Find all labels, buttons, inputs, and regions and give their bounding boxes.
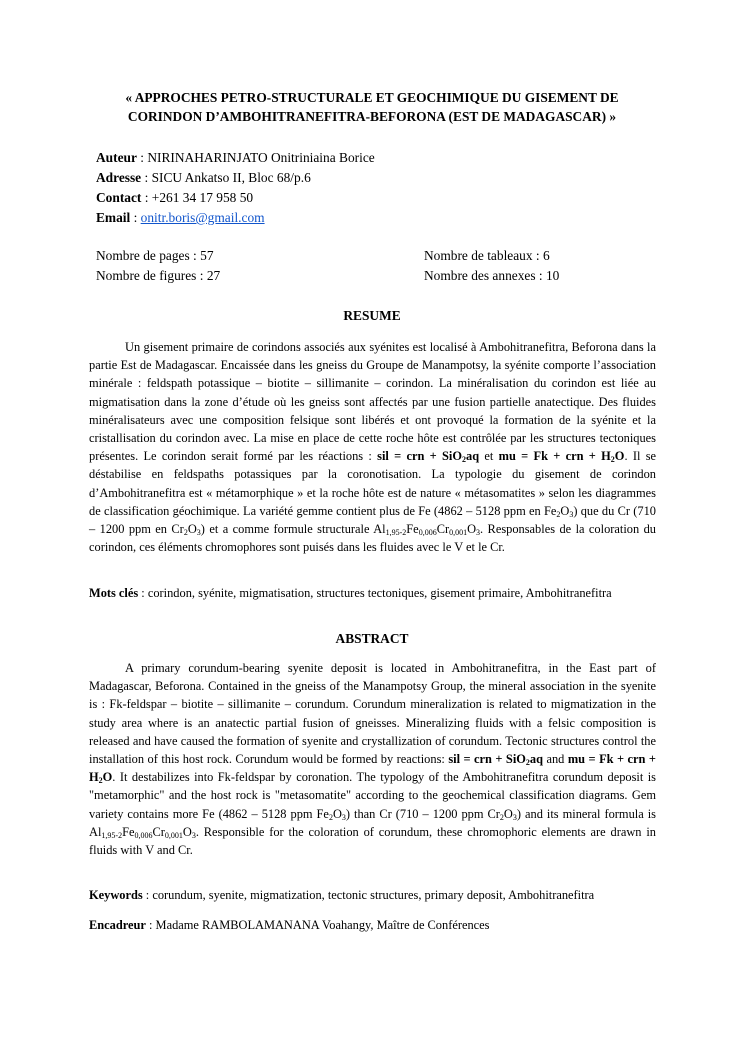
resume-text-2: . Il se déstabilise en feldspaths potassiques par la coronotisation. La typologie du gisement de corindon d’Ambohitranefitra est « métamorphique » et la roche hôte est de nature « métasomatites » selon les diagrammes de classification géochimique. La variété gemme contient plus de Fe (4862 – 5128 ppm en Fe <box>89 449 657 518</box>
abstract-reaction-2a: mu = Fk + crn + H <box>89 752 656 785</box>
contact-separator: : <box>141 190 152 205</box>
abstract-o3: O <box>182 824 192 839</box>
contact-row <box>96 188 656 208</box>
abstract-fe: Fe <box>122 824 135 839</box>
meta-left <box>96 246 220 286</box>
abstract-text-1: A primary corundum-bearing syenite deposit is located in Ambohitranefitra, in the East part of Madagascar, Beforona. Contained in the gneiss of the Manampotsy Group, the mineral association in the syenite is : Fk-feldspar – biotite – sillimanite – corundum. Corundum mineralization is related to migmatization in the study area where is an anatectic partial fusion of gneisses. Mineralizing fluids with a felsic composition is released and have caused the formation of syenite and crystallization of corundum. Tectonic structures control the installation of this host rock. Corundum would be formed by reactions: <box>89 661 656 767</box>
sub-fe: 0,006 <box>134 830 153 840</box>
mots-cles-value: : corindon, syénite, migmatisation, structures tectoniques, gisement primaire, Ambohitranefitra <box>138 586 612 600</box>
table-count: Nombre de tableaux : 6 <box>424 248 550 263</box>
sub-two: 2 <box>183 528 188 538</box>
abstract-reaction-1a: sil = crn + SiO <box>448 752 526 767</box>
abstract-reaction-1 <box>448 752 543 766</box>
sub-three: 3 <box>341 812 346 822</box>
resume-reaction-2 <box>499 449 625 463</box>
abstract-text-7: . Responsible for the coloration of corundum, these chromophoric elements are drawn in fluids with V and Cr. <box>89 824 656 858</box>
resume-o3: O <box>467 522 477 537</box>
sub-al: 1,95-2 <box>101 830 123 840</box>
abstract-and: and <box>543 752 568 767</box>
abstract-text-2: . It destabilizes into Fk-feldspar by coronation. The typology of the Ambohitranefitra corundum deposit is "metamorphic" and the host rock is "metasomatite" according to the geochemical classification diagrams. Gem variety contains more Fe (4862 – 5128 ppm Fe <box>89 770 656 821</box>
encadreur-value: : Madame RAMBOLAMANANA Voahangy, Maître de Conférences <box>145 918 490 932</box>
resume-text-6: ) et a comme formule structurale Al <box>200 522 386 537</box>
resume-heading: RESUME <box>343 308 401 323</box>
sub-cr: 0,001 <box>164 830 183 840</box>
sub-three: 3 <box>512 812 517 822</box>
resume-reaction-1 <box>377 449 479 463</box>
email-label: Email <box>96 210 131 225</box>
contact-label: Contact <box>96 190 142 205</box>
abstract-text-3: O <box>332 806 342 821</box>
sub-two: 2 <box>525 758 530 768</box>
sub-three: 3 <box>569 509 574 519</box>
resume-and: et <box>479 449 499 464</box>
figure-count: Nombre de figures : 27 <box>96 268 221 283</box>
resume-paragraph <box>89 338 656 556</box>
sub-two: 2 <box>328 812 333 822</box>
email-separator: : <box>130 210 141 225</box>
resume-reaction-2b: O <box>614 449 625 464</box>
author-value: NIRINAHARINJATO Onitriniaina Borice <box>147 150 375 165</box>
abstract-reaction-2b: O <box>102 770 113 785</box>
abstract-heading: ABSTRACT <box>335 631 409 646</box>
resume-text-7: . Responsables de la coloration du corindon, ces éléments chromophores sont puisés dans les fluides avec le V et le Cr. <box>89 522 656 555</box>
sub-al: 1,95-2 <box>385 528 407 538</box>
author-separator: : <box>136 150 148 165</box>
sub-two: 2 <box>462 455 467 465</box>
abstract-text-4: ) than Cr (710 – 1200 ppm Cr <box>345 806 500 821</box>
keywords <box>89 886 656 904</box>
resume-cr: Cr <box>436 522 450 537</box>
page-count: Nombre de pages : 57 <box>96 248 214 263</box>
document-title <box>88 88 656 126</box>
sub-cr: 0,001 <box>449 528 468 538</box>
resume-reaction-2a: mu = Fk + crn + H <box>498 449 611 464</box>
address-row <box>96 168 656 188</box>
encadreur <box>89 916 656 934</box>
abstract-cr: Cr <box>152 824 165 839</box>
resume-text-3: O <box>560 503 570 518</box>
mots-cles <box>89 584 656 602</box>
resume-reaction-1a: sil = crn + SiO <box>377 449 463 464</box>
keywords-label: Keywords <box>89 888 143 902</box>
address-value: SICU Ankatso II, Bloc 68/p.6 <box>151 170 311 185</box>
encadreur-label: Encadreur <box>89 918 146 932</box>
address-separator: : <box>141 170 152 185</box>
resume-text-4: ) que du Cr (710 – 1200 ppm en Cr <box>89 503 656 537</box>
sub-three: 3 <box>191 830 196 840</box>
email-link[interactable]: onitr.boris@gmail.com <box>140 210 265 225</box>
email-row <box>96 208 656 228</box>
abstract-text-5: O <box>503 806 513 821</box>
address-label: Adresse <box>96 170 142 185</box>
title-line-2: CORINDON D’AMBOHITRANEFITRA-BEFORONA (EST DE MADAGASCAR) » <box>127 109 617 124</box>
sub-two: 2 <box>610 455 615 465</box>
resume-text-5: O <box>187 522 197 537</box>
abstract-reaction-1b: aq <box>529 752 544 767</box>
sub-three: 3 <box>196 528 201 538</box>
resume-fe: Fe <box>406 522 419 537</box>
contact-value: +261 34 17 958 50 <box>151 190 254 205</box>
title-line-1: « APPROCHES PETRO-STRUCTURALE ET GEOCHIMIQUE DU GISEMENT DE <box>125 90 619 105</box>
author-label: Auteur <box>96 150 137 165</box>
annex-count: Nombre des annexes : 10 <box>424 268 560 283</box>
sub-two: 2 <box>556 509 561 519</box>
keywords-value: : corundum, syenite, migmatization, tectonic structures, primary deposit, Ambohitranefitra <box>142 888 595 902</box>
author-info <box>96 148 656 228</box>
sub-three: 3 <box>476 528 481 538</box>
author-row <box>96 148 656 168</box>
resume-text-1: Un gisement primaire de corindons associés aux syénites est localisé à Ambohitranefitra, Beforona dans la partie Est de Madagascar. Encaissée dans les gneiss du Groupe de Manampotsy, la syénite comporte l’association minérale : feldspath potassique – biotite – sillimanite – corindon. La minéralisation du corindon est liée au migmatisation dans la zone d’étude où les gneiss sont affectés par une fusion partielle anatectique. Des fluides minéralisateurs avec une composition felsique sont libérés et ont provoqué la formation de la syénite et la cristallisation du corindon avec. La mise en place de cette roche hôte est contrôlée par les structures tectoniques présentes. Le corindon serait formé par les réactions : <box>89 340 656 464</box>
sub-two: 2 <box>98 776 103 786</box>
abstract-text-6: ) and its mineral formula is Al <box>89 806 656 839</box>
mots-cles-label: Mots clés <box>89 586 139 600</box>
sub-fe: 0,006 <box>418 528 437 538</box>
meta-right <box>424 246 559 286</box>
sub-two: 2 <box>499 812 504 822</box>
resume-reaction-1b: aq <box>466 449 480 464</box>
abstract-paragraph <box>89 659 656 859</box>
